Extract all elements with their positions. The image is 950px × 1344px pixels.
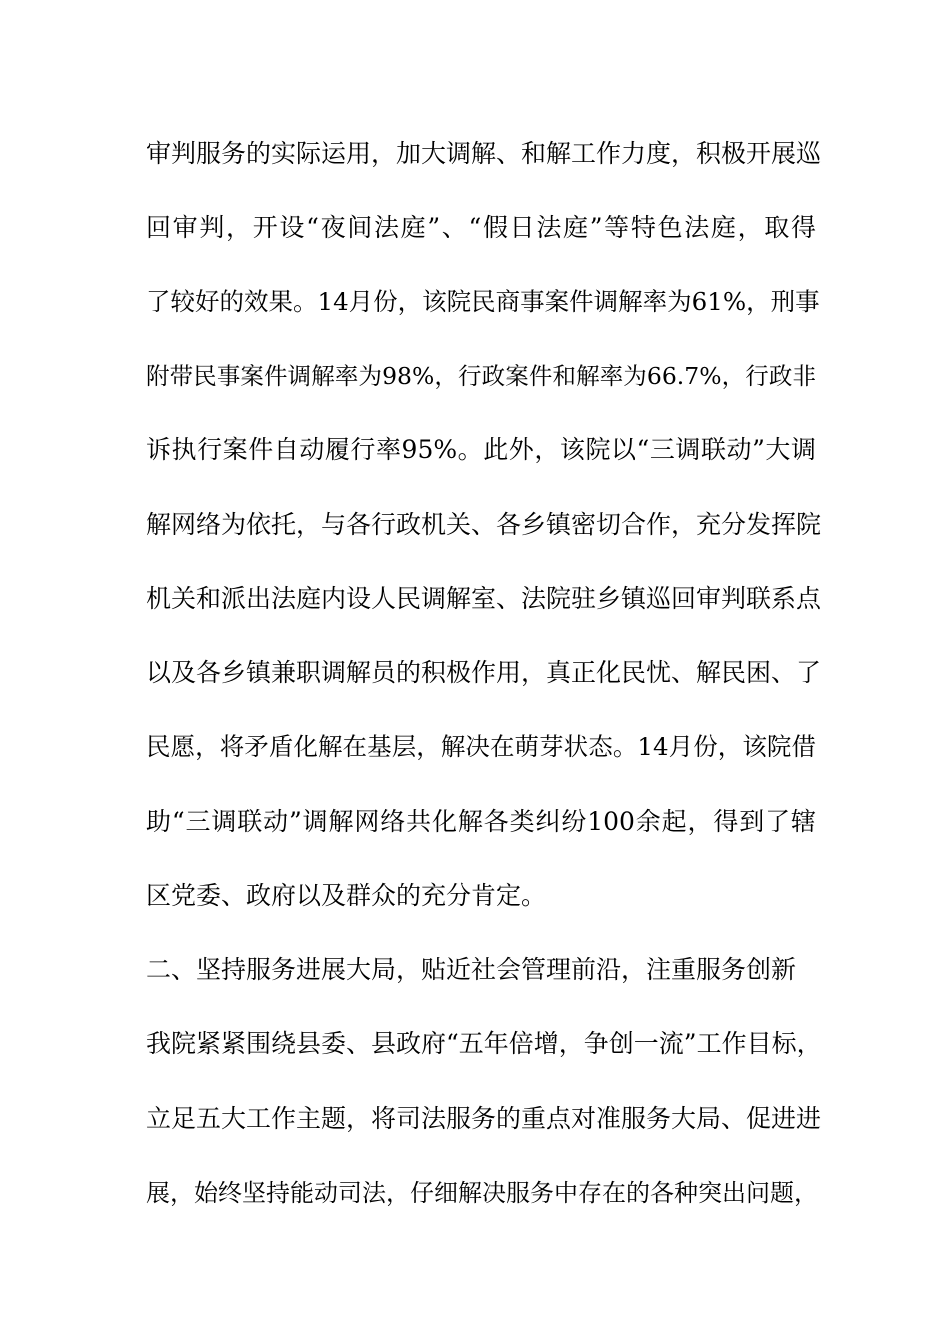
body-text-line: 审判服务的实际运用，加大调解、和解工作力度，积极开展巡 bbox=[146, 139, 822, 168]
body-text-line: 机关和派出法庭内设人民调解室、法院驻乡镇巡回审判联系点 bbox=[146, 584, 822, 613]
body-text-line: 附带民事案件调解率为98%，行政案件和解率为66.7%，行政非 bbox=[146, 362, 816, 390]
body-text-line: 诉执行案件自动履行率95%。此外，该院以“三调联动”大调 bbox=[146, 435, 816, 464]
body-text-line: 展，始终坚持能动司法，仔细解决服务中存在的各种突出问题， bbox=[146, 1179, 818, 1207]
body-text-line: 助“三调联动”调解网络共化解各类纠纷100余起，得到了辖 bbox=[146, 807, 816, 836]
body-text-line: 了较好的效果。14月份，该院民商事案件调解率为61%，刑事 bbox=[146, 287, 820, 316]
body-text-line: 以及各乡镇兼职调解员的积极作用，真正化民忧、解民困、了 bbox=[146, 658, 822, 687]
body-text-line: 解网络为依托，与各行政机关、各乡镇密切合作，充分发挥院 bbox=[146, 510, 822, 539]
body-text-line: 立足五大工作主题，将司法服务的重点对准服务大局、促进进 bbox=[146, 1104, 822, 1133]
body-text-line: 民愿，将矛盾化解在基层，解决在萌芽状态。14月份，该院借 bbox=[146, 732, 816, 761]
body-text-line-paragraph-end: 区党委、政府以及群众的充分肯定。 bbox=[146, 881, 547, 910]
body-text-line: 我院紧紧围绕县委、县政府“五年倍增，争创一流”工作目标， bbox=[146, 1029, 822, 1058]
section-heading: 二、坚持服务进展大局，贴近社会管理前沿，注重服务创新 bbox=[146, 955, 797, 984]
body-text-line: 回审判，开设“夜间法庭”、“假日法庭”等特色法庭，取得 bbox=[146, 213, 816, 242]
